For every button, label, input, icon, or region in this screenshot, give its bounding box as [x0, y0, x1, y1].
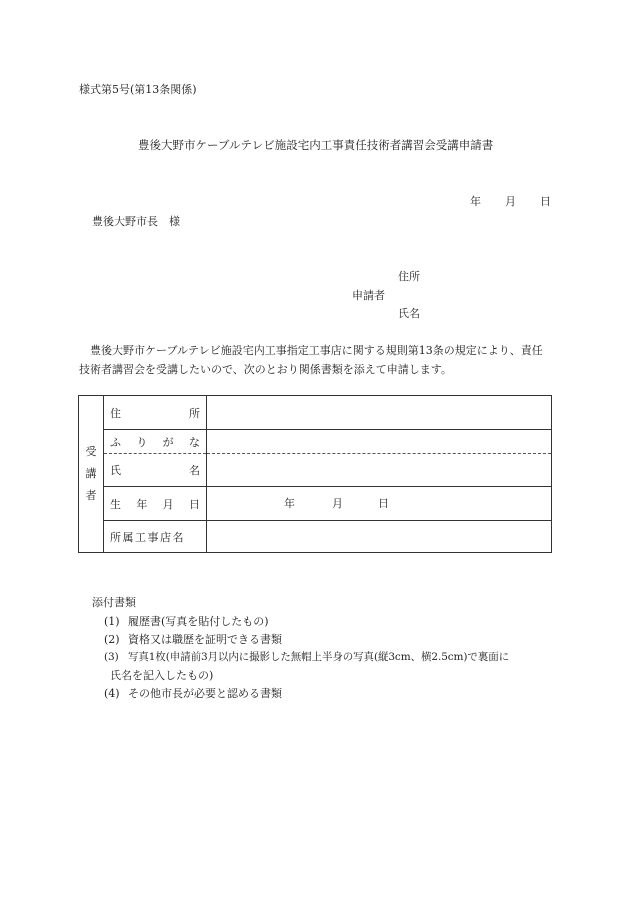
date-day: 日 — [540, 195, 551, 208]
body-text: 豊後大野市ケーブルテレビ施設宅内工事指定工事店に関する規則第13条の規定により、責任技術者講習会を受講したいので、次のとおり関係書類を添えて申請します。 — [79, 344, 543, 376]
date-year: 年 — [470, 195, 481, 208]
side-char: 受 — [85, 445, 97, 458]
address-label: 住 所 — [104, 396, 207, 430]
application-table — [78, 395, 552, 553]
furigana-label: ふ り が な — [104, 430, 207, 454]
addressee: 豊後大野市長 様 — [92, 215, 180, 228]
attachment-item-continued: 氏名を記入したもの) — [110, 669, 214, 682]
name-field[interactable] — [207, 454, 552, 487]
side-char: 講 — [85, 467, 97, 480]
birth-day-label: 日 — [378, 497, 389, 510]
attachments-title: 添付書類 — [92, 596, 136, 609]
name-label: 氏 名 — [104, 454, 207, 487]
birthdate-label: 生 年 月 日 — [104, 487, 207, 521]
attachment-item: (2) 資格又は職歴を証明できる書類 — [104, 633, 282, 646]
birth-month-label: 月 — [332, 497, 343, 510]
birth-year-label: 年 — [284, 497, 295, 510]
furigana-field[interactable] — [207, 430, 552, 454]
birthdate-field[interactable] — [207, 487, 552, 521]
applicant-label: 申請者 — [352, 289, 385, 302]
shop-field[interactable] — [207, 521, 552, 553]
applicant-name-label: 氏名 — [398, 307, 420, 320]
applicant-address-label: 住所 — [398, 270, 420, 283]
attachment-item: (4) その他市長が必要と認める書類 — [104, 687, 282, 700]
shop-label: 所属工事店名 — [104, 521, 207, 553]
form-number: 様式第5号(第13条関係) — [79, 83, 197, 96]
side-header — [79, 396, 104, 553]
attachment-item: (1) 履歴書(写真を貼付したもの) — [104, 615, 269, 628]
date-month: 月 — [505, 195, 516, 208]
attachment-item: (3) 写真1枚(申請前3月以内に撮影した無帽上半身の写真(縦3cm、横2.5cm)で裏面に — [104, 651, 510, 663]
side-char: 者 — [85, 489, 97, 502]
document-title: 豊後大野市ケーブルテレビ施設宅内工事責任技術者講習会受講申請書 — [138, 138, 494, 152]
date-line — [470, 193, 551, 209]
address-field[interactable] — [207, 396, 552, 430]
body-paragraph — [79, 341, 549, 379]
